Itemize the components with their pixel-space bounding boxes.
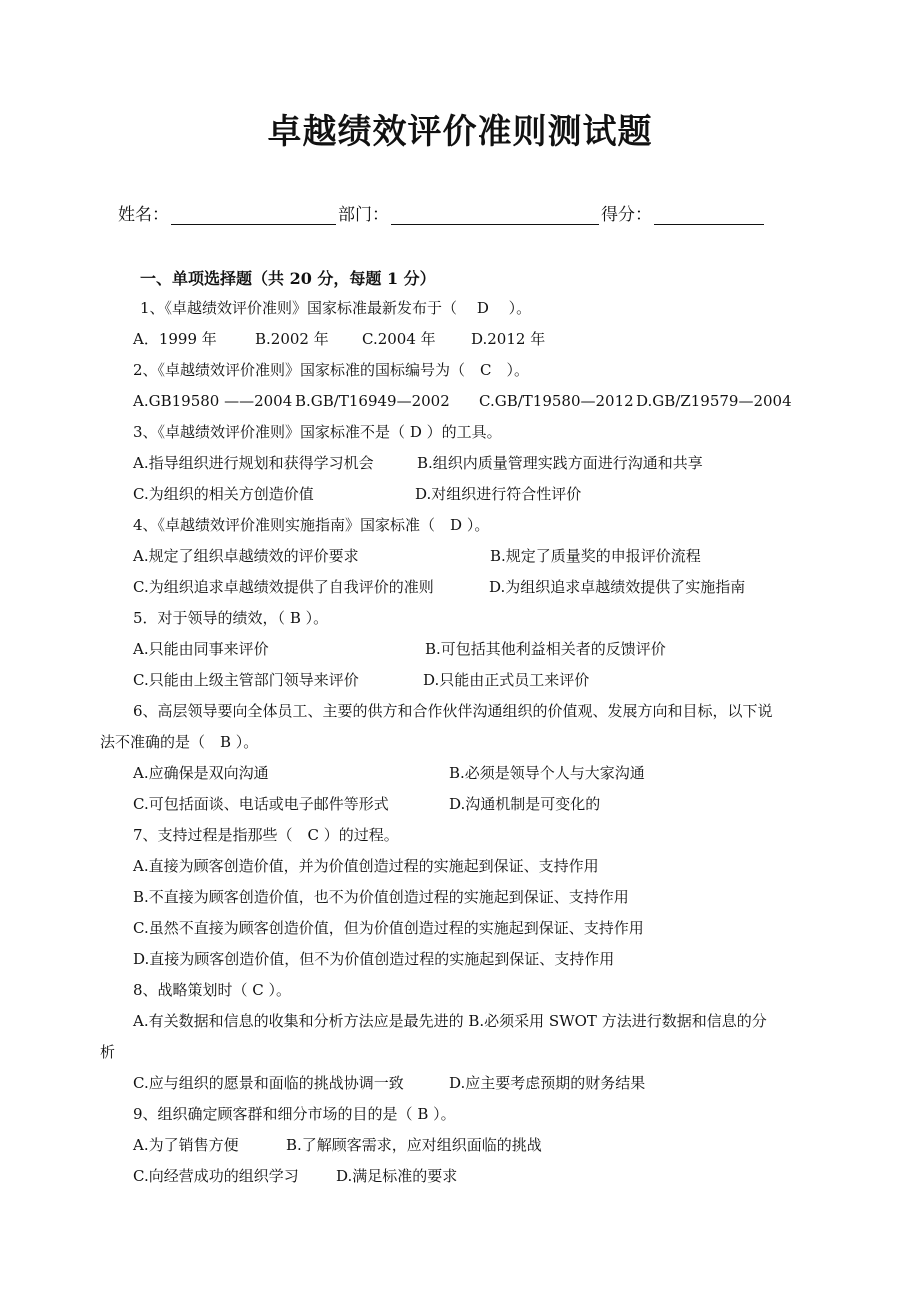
option-c: C.应与组织的愿景和面临的挑战协调一致 [133,1074,404,1092]
name-blank [171,206,336,225]
question-6-line-2: 法不准确的是（ B ）。 [100,733,259,751]
question-7-option-c: C.虽然不直接为顾客创造价值，但为价值创造过程的实施起到保证、支持作用 [133,919,644,937]
option-c: C.2004 年 [362,330,436,348]
question-4: 4、《卓越绩效评价准则实施指南》国家标准（ D ）。 [133,516,490,534]
option-a: A.规定了组织卓越绩效的评价要求 [133,547,359,565]
option-a: A.指导组织进行规划和获得学习机会 [133,454,374,472]
option-b: B.规定了质量奖的申报评价流程 [490,547,701,565]
option-c: C.只能由上级主管部门领导来评价 [133,671,359,689]
question-3: 3、《卓越绩效评价准则》国家标准不是（ D ）的工具。 [133,423,502,441]
option-a: A.GB19580 ——2004 [133,392,293,410]
question-2: 2、《卓越绩效评价准则》国家标准的国标编号为（ C ）。 [133,361,530,379]
option-d: D.GB/Z19579—2004 [636,392,792,410]
question-7-option-d: D.直接为顾客创造价值，但不为价值创造过程的实施起到保证、支持作用 [133,950,615,968]
option-d: D.只能由正式员工来评价 [423,671,590,689]
option-b: B.可包括其他利益相关者的反馈评价 [425,640,666,658]
score-blank [654,206,764,225]
question-5: 5．对于领导的绩效，（ B ）。 [133,609,329,627]
option-c: C.为组织追求卓越绩效提供了自我评价的准则 [133,578,434,596]
option-b: B.组织内质量管理实践方面进行沟通和共享 [417,454,703,472]
option-b: B.2002 年 [255,330,329,348]
question-8: 8、战略策划时（ C ）。 [133,981,292,999]
question-6-line-1: 6、高层领导要向全体员工、主要的供方和合作伙伴沟通组织的价值观、发展方向和目标，以下说 [133,702,773,720]
option-d: D.2012 年 [471,330,546,348]
option-a: A.应确保是双向沟通 [133,764,269,782]
option-b: B.了解顾客需求，应对组织面临的挑战 [286,1136,542,1154]
option-d: D.对组织进行符合性评价 [415,485,582,503]
document-title: 卓越绩效评价准则测试题 [267,112,653,152]
question-9: 9、组织确定顾客群和细分市场的目的是（ B ）。 [133,1105,456,1123]
option-b: B.GB/T16949—2002 [295,392,450,410]
option-a: A.只能由同事来评价 [133,640,269,658]
question-1: 1、《卓越绩效评价准则》国家标准最新发布于（ D ）。 [140,299,532,317]
option-d: D.沟通机制是可变化的 [449,795,601,813]
question-8-options-ab-line-1: A.有关数据和信息的收集和分析方法应是最先进的 B.必须采用 SWOT 方法进行数据和信息的分 [133,1012,767,1030]
option-c: C.GB/T19580—2012 [479,392,634,410]
score-label: 得分： [601,205,652,225]
question-8-options-ab-line-2: 析 [100,1043,116,1061]
option-c: C.可包括面谈、电话或电子邮件等形式 [133,795,389,813]
section-heading: 一、单项选择题（共 20 分，每题 1 分） [140,269,436,288]
option-a: A.为了销售方便 [133,1136,239,1154]
question-7-option-b: B.不直接为顾客创造价值，也不为价值创造过程的实施起到保证、支持作用 [133,888,629,906]
option-a: A．1999 年 [133,330,217,348]
name-label: 姓名： [118,205,169,225]
dept-label: 部门： [338,205,389,225]
question-7-option-a: A.直接为顾客创造价值，并为价值创造过程的实施起到保证、支持作用 [133,857,599,875]
option-d: D.应主要考虑预期的财务结果 [449,1074,646,1092]
option-b: B.必须是领导个人与大家沟通 [449,764,645,782]
option-c: C.为组织的相关方创造价值 [133,485,314,503]
option-d: D.满足标准的要求 [336,1167,458,1185]
option-c: C.向经营成功的组织学习 [133,1167,299,1185]
question-7: 7、支持过程是指那些（ C ）的过程。 [133,826,399,844]
option-d: D.为组织追求卓越绩效提供了实施指南 [489,578,746,596]
student-info-row [118,200,766,225]
dept-blank [391,206,599,225]
